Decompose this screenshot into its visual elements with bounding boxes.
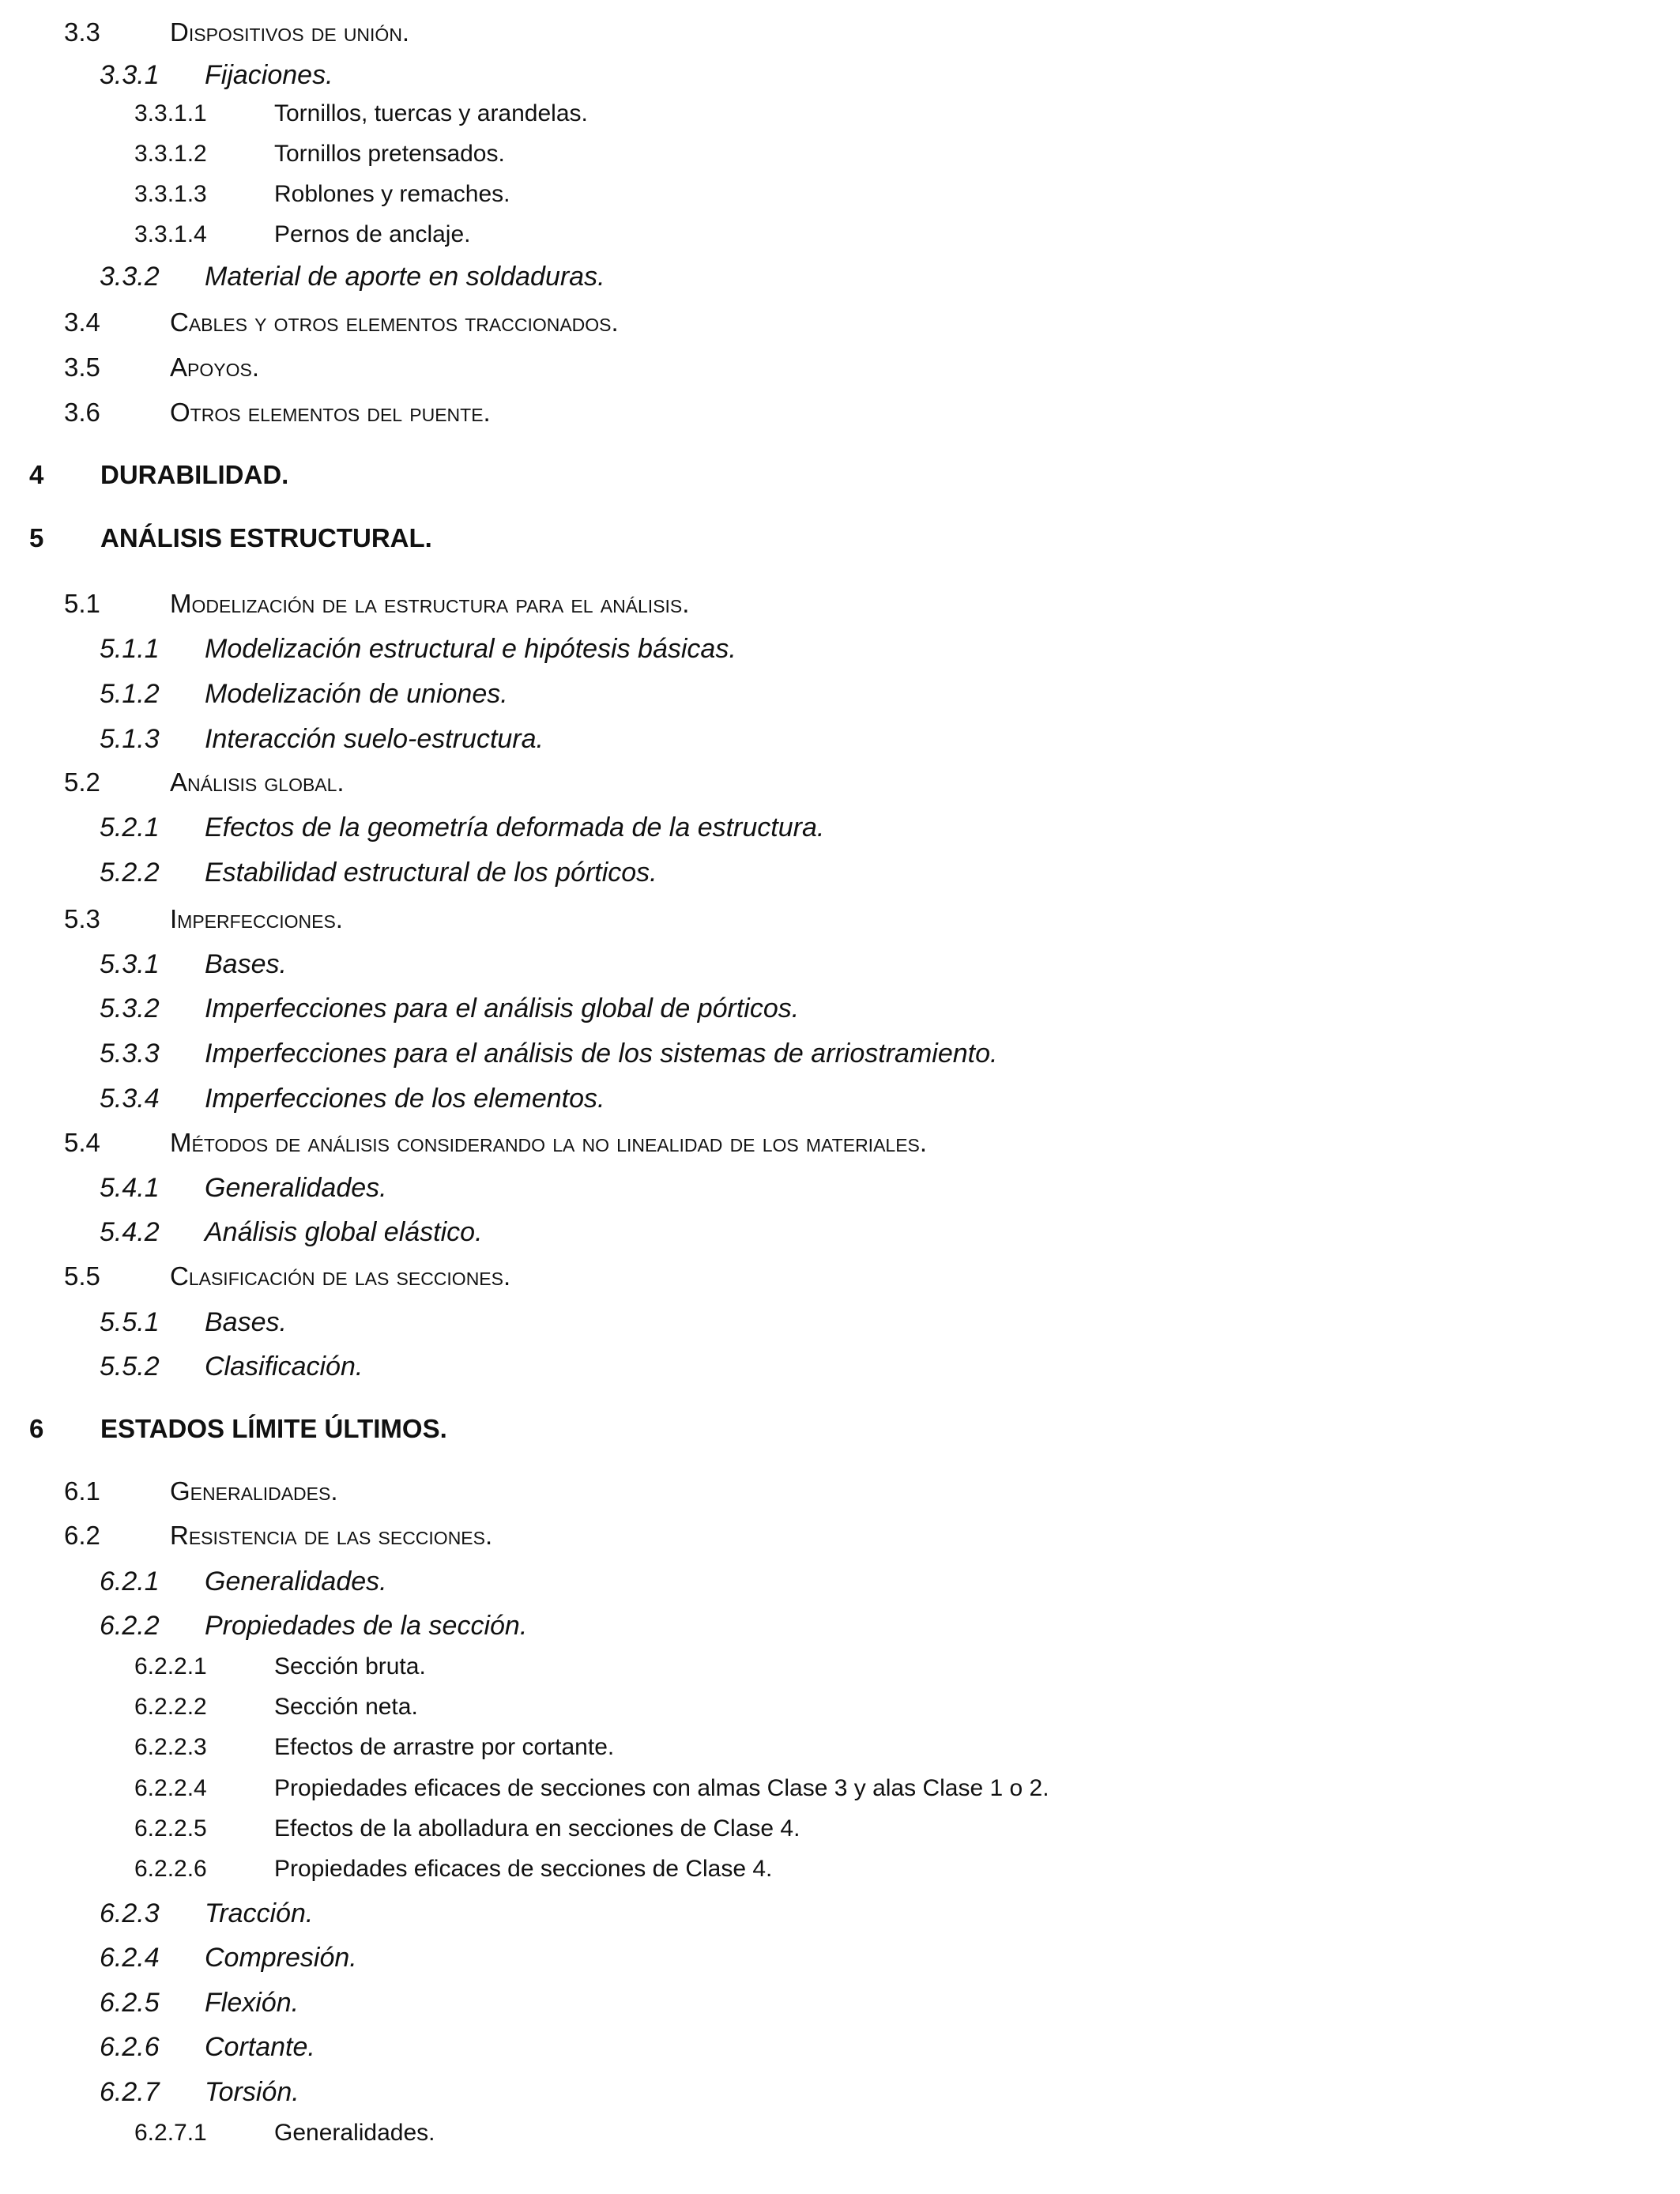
toc-entry-title: Sección bruta. bbox=[274, 1653, 426, 1679]
toc-entry-number: 6.2.2.6 bbox=[134, 1856, 207, 1882]
toc-entry-number: 4 bbox=[29, 460, 44, 489]
toc-entry-number: 3.3.1.4 bbox=[134, 221, 207, 247]
toc-entry-number: 5.1 bbox=[64, 589, 100, 618]
toc-entry-number: 5.1.3 bbox=[100, 724, 160, 754]
toc-entry-number: 6.2.7 bbox=[100, 2077, 160, 2107]
toc-entry-number: 3.5 bbox=[64, 352, 100, 382]
toc-entry-title: Modelización de la estructura para el análisis. bbox=[170, 589, 690, 618]
toc-entry-number: 6.2 bbox=[64, 1521, 100, 1550]
toc-entry-title: Análisis global. bbox=[170, 767, 345, 797]
toc-entry-number: 6.2.1 bbox=[100, 1566, 160, 1596]
toc-entry-title: Tracción. bbox=[205, 1898, 314, 1928]
toc-entry-number: 6.2.2.2 bbox=[134, 1694, 207, 1720]
toc-entry-title: Pernos de anclaje. bbox=[274, 221, 471, 247]
toc-entry-title: Propiedades de la sección. bbox=[205, 1611, 528, 1641]
toc-entry-number: 3.3.2 bbox=[100, 262, 160, 292]
toc-entry-title: Compresión. bbox=[205, 1943, 357, 1973]
toc-entry-title: Generalidades. bbox=[170, 1476, 338, 1506]
toc-entry-title: Efectos de la geometría deformada de la estructura. bbox=[205, 812, 825, 843]
toc-entry-title: Generalidades. bbox=[274, 2120, 435, 2146]
toc-entry-number: 5 bbox=[29, 523, 44, 552]
toc-entry-number: 5.2.2 bbox=[100, 858, 160, 888]
toc-entry-title: Estabilidad estructural de los pórticos. bbox=[205, 858, 657, 888]
toc-entry-title: Análisis global elástico. bbox=[205, 1217, 483, 1247]
toc-entry-title: Clasificación de las secciones. bbox=[170, 1261, 511, 1291]
toc-entry-title: Propiedades eficaces de secciones de Clase 4. bbox=[274, 1856, 773, 1882]
toc-entry-title: Otros elementos del puente. bbox=[170, 398, 491, 427]
toc-entry-number: 6.2.5 bbox=[100, 1988, 160, 2018]
toc-entry-number: 5.1.2 bbox=[100, 679, 160, 709]
toc-entry-title: Roblones y remaches. bbox=[274, 181, 510, 207]
toc-entry-number: 3.6 bbox=[64, 398, 100, 427]
toc-entry-title: Clasificación. bbox=[205, 1351, 363, 1382]
toc-entry-number: 6.2.6 bbox=[100, 2032, 160, 2062]
toc-entry-title: Flexión. bbox=[205, 1988, 299, 2018]
toc-entry-number: 3.3 bbox=[64, 17, 100, 47]
toc-entry-title: ESTADOS LÍMITE ÚLTIMOS. bbox=[100, 1414, 447, 1443]
toc-entry-number: 6.2.2.5 bbox=[134, 1815, 207, 1842]
toc-entry-title: Bases. bbox=[205, 949, 287, 979]
toc-entry-number: 5.5.1 bbox=[100, 1307, 160, 1337]
toc-entry-title: Generalidades. bbox=[205, 1173, 387, 1203]
toc-entry-title: Imperfecciones para el análisis global de pórticos. bbox=[205, 993, 800, 1023]
toc-entry-number: 6.2.2.4 bbox=[134, 1775, 207, 1801]
toc-entry-title: Interacción suelo-estructura. bbox=[205, 724, 544, 754]
toc-entry-number: 5.1.1 bbox=[100, 634, 160, 664]
toc-entry-number: 5.2.1 bbox=[100, 812, 160, 843]
toc-entry-number: 3.3.1 bbox=[100, 60, 160, 90]
toc-entry-title: Dispositivos de unión. bbox=[170, 17, 410, 47]
toc-entry-title: Efectos de la abolladura en secciones de Clase 4. bbox=[274, 1815, 800, 1842]
toc-entry-number: 5.4.1 bbox=[100, 1173, 160, 1203]
toc-entry-title: Cortante. bbox=[205, 2032, 315, 2062]
toc-entry-title: Modelización estructural e hipótesis básicas. bbox=[205, 634, 736, 664]
toc-entry-title: Imperfecciones. bbox=[170, 904, 343, 933]
toc-entry-title: Fijaciones. bbox=[205, 60, 333, 90]
toc-entry-number: 5.3.2 bbox=[100, 993, 160, 1023]
toc-entry-number: 3.3.1.1 bbox=[134, 100, 207, 126]
toc-entry-title: ANÁLISIS ESTRUCTURAL. bbox=[100, 523, 432, 552]
toc-entry-number: 3.3.1.3 bbox=[134, 181, 207, 207]
toc-entry-title: Material de aporte en soldaduras. bbox=[205, 262, 605, 292]
toc-entry-number: 5.3.4 bbox=[100, 1084, 160, 1114]
toc-entry-number: 6.2.2.1 bbox=[134, 1653, 207, 1679]
toc-entry-title: Sección neta. bbox=[274, 1694, 418, 1720]
toc-entry-title: Generalidades. bbox=[205, 1566, 387, 1596]
toc-entry-number: 6 bbox=[29, 1414, 44, 1443]
toc-entry-number: 6.1 bbox=[64, 1476, 100, 1506]
toc-entry-title: Apoyos. bbox=[170, 352, 259, 382]
toc-entry-title: Tornillos, tuercas y arandelas. bbox=[274, 100, 588, 126]
toc-entry-number: 3.4 bbox=[64, 307, 100, 337]
toc-entry-number: 5.4 bbox=[64, 1128, 100, 1157]
toc-entry-number: 5.3 bbox=[64, 904, 100, 933]
toc-entry-title: Resistencia de las secciones. bbox=[170, 1521, 493, 1550]
toc-entry-number: 6.2.2.3 bbox=[134, 1734, 207, 1760]
toc-entry-number: 5.3.3 bbox=[100, 1039, 160, 1069]
toc-entry-number: 5.4.2 bbox=[100, 1217, 160, 1247]
toc-entry-number: 6.2.4 bbox=[100, 1943, 160, 1973]
toc-entry-number: 3.3.1.2 bbox=[134, 141, 207, 167]
toc-entry-title: Torsión. bbox=[205, 2077, 299, 2107]
toc-entry-number: 6.2.2 bbox=[100, 1611, 160, 1641]
toc-entry-number: 5.5.2 bbox=[100, 1351, 160, 1382]
toc-entry-number: 5.2 bbox=[64, 767, 100, 797]
toc-entry-title: Imperfecciones para el análisis de los sistemas de arriostramiento. bbox=[205, 1039, 998, 1069]
toc-entry-title: Cables y otros elementos traccionados. bbox=[170, 307, 619, 337]
toc-entry-title: Imperfecciones de los elementos. bbox=[205, 1084, 605, 1114]
toc-entry-number: 5.3.1 bbox=[100, 949, 160, 979]
toc-entry-title: Métodos de análisis considerando la no linealidad de los materiales. bbox=[170, 1128, 928, 1157]
toc-entry-title: Modelización de uniones. bbox=[205, 679, 508, 709]
toc-entry-title: Tornillos pretensados. bbox=[274, 141, 505, 167]
toc-entry-title: Propiedades eficaces de secciones con almas Clase 3 y alas Clase 1 o 2. bbox=[274, 1775, 1049, 1801]
toc-entry-title: Bases. bbox=[205, 1307, 287, 1337]
toc-entry-number: 6.2.7.1 bbox=[134, 2120, 207, 2146]
toc-entry-title: Efectos de arrastre por cortante. bbox=[274, 1734, 615, 1760]
toc-entry-number: 5.5 bbox=[64, 1261, 100, 1291]
toc-entry-number: 6.2.3 bbox=[100, 1898, 160, 1928]
toc-entry-title: DURABILIDAD. bbox=[100, 460, 289, 489]
